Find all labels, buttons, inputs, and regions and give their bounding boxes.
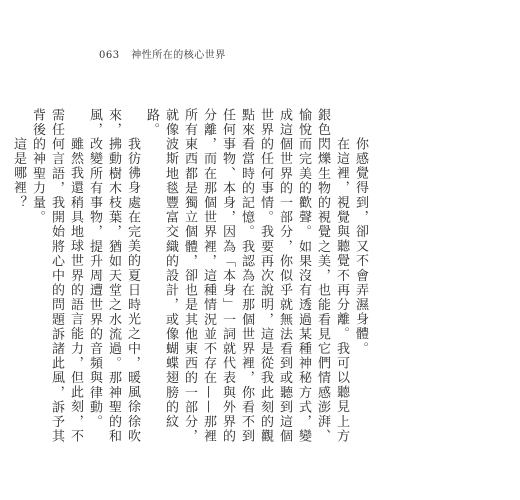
page-header	[99, 46, 226, 61]
paragraph: 在這裡，視覺與聽覺不再分離。我可以聽見上方銀色閃爍生物的視覺之美，也能看見它們情感澎湃、愉悅而完美的歡聲。如果沒有透過某種神秘方式，變成這個世界的一部分，你似乎就無法看到或聽到這個世界的任何事情。我要再次說明，這是從我此刻的觀點來看當時的記憶。我認為在那個世界裡，你看不到任何事物、本身，因為「本身」一詞就代表與外界的分離，而在那個世界裡，這種情況並不存在——那裡所有東西都是獨立個體，卻也是其他東西的一部分，就像波斯地毯豐富交織的設計，或像蝴蝶翅膀的紋路。	[144, 108, 349, 444]
paragraph: 你感覺得到，卻又不會弄濕身體。	[353, 136, 368, 356]
paragraph: 我彷彿身處在完美的夏日時光之中，暖風徐徐吹來，拂動樹木枝葉，猶如天堂之水流過。那神聖的和風，改變所有事物，提升周遭世界的音頻與律動。	[87, 108, 140, 444]
question-line: 這是哪裡？	[11, 136, 26, 210]
running-title: 神性所在的核心世界	[131, 50, 226, 61]
paragraph: 雖然我還稍具地球世界的語言能力，但此刻，不需任何言語，我開始將心中的問題訴諸此風，訴予其背後的神聖力量。	[30, 108, 83, 444]
page-number: 063	[99, 50, 120, 61]
vertical-body-text	[0, 108, 370, 448]
